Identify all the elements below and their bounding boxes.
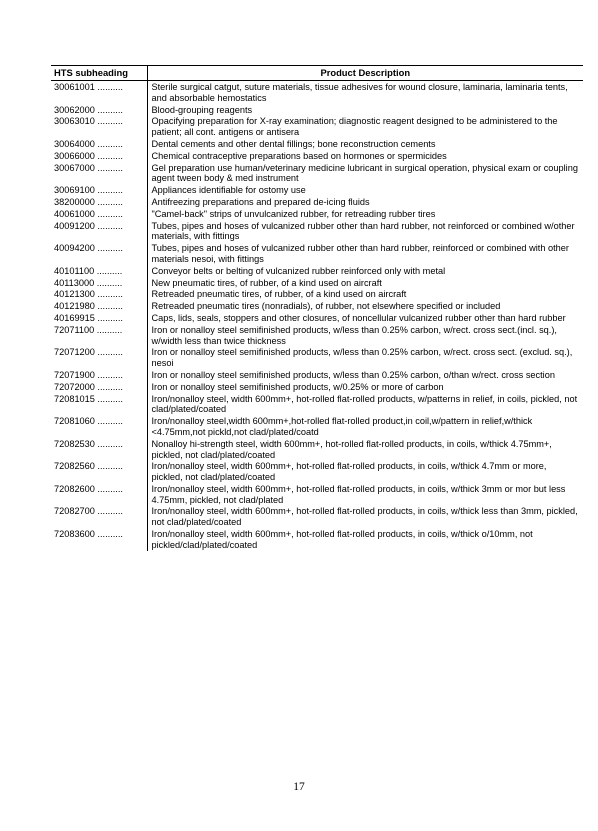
hts-code-cell: 30064000 .......... [51, 138, 147, 150]
hts-code-cell: 30061001 .......... [51, 81, 147, 104]
hts-code-cell: 40091200 .......... [51, 220, 147, 243]
hts-code-cell: 40094200 .......... [51, 242, 147, 265]
hts-code-cell: 72071900 .......... [51, 369, 147, 381]
table-row [51, 115, 583, 138]
product-description-cell: Retreaded pneumatic tires, of rubber, of a kind used on aircraft [151, 289, 407, 300]
table-row [51, 265, 583, 277]
product-description-cell: Iron/nonalloy steel, width 600mm+, hot-rolled flat-rolled products, w/patterns in relief, in coils, pickled, not clad/plated/coated [151, 393, 578, 415]
product-description-cell: Iron/nonalloy steel, width 600mm+, hot-rolled flat-rolled products, in coils, w/thick 3mm or mor but less 4.75mm, pickled, not clad/plated [151, 483, 566, 505]
table-row [51, 346, 583, 369]
table-body [51, 81, 583, 551]
hts-code-cell: 30066000 .......... [51, 150, 147, 162]
product-description-cell: Iron or nonalloy steel semifinished products, w/less than 0.25% carbon, o/than w/rect. cross section [151, 369, 555, 380]
table-row [51, 220, 583, 243]
product-description-cell: Dental cements and other dental fillings; bone reconstruction cements [151, 138, 436, 149]
product-description-cell: Sterile surgical catgut, suture materials, tissue adhesives for wound closure, laminaria, laminaria tents, and absorbable hemostatics [151, 82, 568, 103]
table-row [51, 393, 583, 416]
hts-product-table [51, 65, 583, 551]
hts-code-cell: 72082530 .......... [51, 438, 147, 461]
product-description-cell: Iron/nonalloy steel, width 600mm+, hot-rolled flat-rolled products, in coils, w/thick 4.7mm or more, pickled, not clad/plated/coated [151, 461, 547, 483]
hts-code-cell: 40121300 .......... [51, 288, 147, 300]
hts-code-cell: 30069100 .......... [51, 184, 147, 196]
table-row [51, 277, 583, 289]
product-description-cell: Blood-grouping reagents [151, 104, 253, 115]
table-row [51, 196, 583, 208]
hts-code-cell: 40061000 .......... [51, 208, 147, 220]
hts-code-cell: 72082700 .......... [51, 505, 147, 528]
hts-code-cell: 40113000 .......... [51, 277, 147, 289]
table-row [51, 208, 583, 220]
table-row [51, 460, 583, 483]
column-header-product-description: Product Description [147, 66, 583, 81]
product-description-cell: Gel preparation use human/veterinary medicine lubricant in surgical operation, physical exam or coupling agent tween body & med instrument [151, 162, 578, 184]
product-description-cell: Conveyor belts or belting of vulcanized rubber reinforced only with metal [151, 265, 446, 276]
product-description-cell: Iron/nonalloy steel,width 600mm+,hot-rolled flat-rolled product,in coil,w/pattern in relief,w/thick <4.75mm,not pickld,not clad/plated/coatd [151, 416, 533, 437]
product-description-cell: Iron or nonalloy steel semifinished products, w/less than 0.25% carbon, w/rect. cross sect.(incl. sq.), w/width less than twice thickness [151, 324, 557, 346]
product-description-cell: Opacifying preparation for X-ray examination; diagnostic reagent designed to be administered to the patient; all cont. antigens or antisera [151, 116, 558, 138]
hts-code-cell: 30062000 .......... [51, 104, 147, 116]
table-row [51, 312, 583, 324]
product-description-cell: Nonalloy hi-strength steel, width 600mm+, hot-rolled flat-rolled products, in coils, w/thick 4.75mm+, pickled, not clad/plated/coated [151, 438, 552, 460]
table-row [51, 150, 583, 162]
hts-code-cell: 72082600 .......... [51, 483, 147, 506]
hts-code-cell: 72081015 .......... [51, 393, 147, 416]
table-row [51, 438, 583, 461]
table-row [51, 184, 583, 196]
hts-code-cell: 72081060 .......... [51, 415, 147, 438]
table-row [51, 324, 583, 347]
table-row [51, 505, 583, 528]
hts-code-cell: 72083600 .......... [51, 528, 147, 551]
product-description-cell: Iron/nonalloy steel, width 600mm+, hot-rolled flat-rolled products, in coils, w/thick o/10mm, not pickled/clad/plated/coated [151, 529, 533, 550]
table-header [51, 66, 583, 81]
product-description-cell: Caps, lids, seals, stoppers and other closures, of noncellular vulcanized rubber other than hard rubber [151, 312, 566, 323]
hts-code-cell: 30067000 .......... [51, 162, 147, 185]
table-row [51, 288, 583, 300]
hts-code-cell: 72071100 .......... [51, 324, 147, 347]
table-row [51, 104, 583, 116]
column-header-hts-subheading: HTS subheading [51, 66, 147, 81]
hts-code-cell: 38200000 .......... [51, 196, 147, 208]
table-row [51, 415, 583, 438]
product-description-cell: Appliances identifiable for ostomy use [151, 185, 306, 196]
table-row [51, 242, 583, 265]
hts-code-cell: 40121980 .......... [51, 300, 147, 312]
product-description-cell: Antifreezing preparations and prepared de-icing fluids [151, 196, 370, 207]
table-header-row [51, 66, 583, 81]
table-row [51, 138, 583, 150]
product-description-cell: Iron or nonalloy steel semifinished products, w/0.25% or more of carbon [151, 381, 444, 392]
hts-code-cell: 40169915 .......... [51, 312, 147, 324]
hts-code-cell: 72082560 .......... [51, 460, 147, 483]
table-row [51, 81, 583, 104]
table-row [51, 369, 583, 381]
product-description-cell: Chemical contraceptive preparations based on hormones or spermicides [151, 150, 447, 161]
page-number: 17 [293, 781, 305, 793]
hts-code-cell: 40101100 .......... [51, 265, 147, 277]
table-row [51, 300, 583, 312]
hts-code-cell: 72071200 .......... [51, 346, 147, 369]
product-description-cell: Iron or nonalloy steel semifinished products, w/less than 0.25% carbon, w/rect. cross sect. (exclud. sq.), nesoi [151, 347, 573, 369]
table-row [51, 162, 583, 185]
product-description-cell: Tubes, pipes and hoses of vulcanized rubber other than hard rubber, reinforced or combined with other materials nesoi, with fittings [151, 243, 569, 264]
product-description-cell: Tubes, pipes and hoses of vulcanized rubber other than hard rubber, not reinforced or combined w/other materials, with fittings [151, 220, 575, 242]
product-description-cell: Retreaded pneumatic tires (nonradials), of rubber, not elsewhere specified or included [151, 301, 501, 312]
product-description-cell: "Camel-back" strips of unvulcanized rubber, for retreading rubber tires [151, 208, 436, 219]
product-description-cell: Iron/nonalloy steel, width 600mm+, hot-rolled flat-rolled products, in coils, w/thick less than 3mm, pickled, not clad/plated/coated [151, 506, 578, 528]
table-row [51, 483, 583, 506]
hts-code-cell: 72072000 .......... [51, 381, 147, 393]
table-row [51, 381, 583, 393]
product-description-cell: New pneumatic tires, of rubber, of a kind used on aircraft [151, 277, 382, 288]
hts-code-cell: 30063010 .......... [51, 115, 147, 138]
table-row [51, 528, 583, 551]
